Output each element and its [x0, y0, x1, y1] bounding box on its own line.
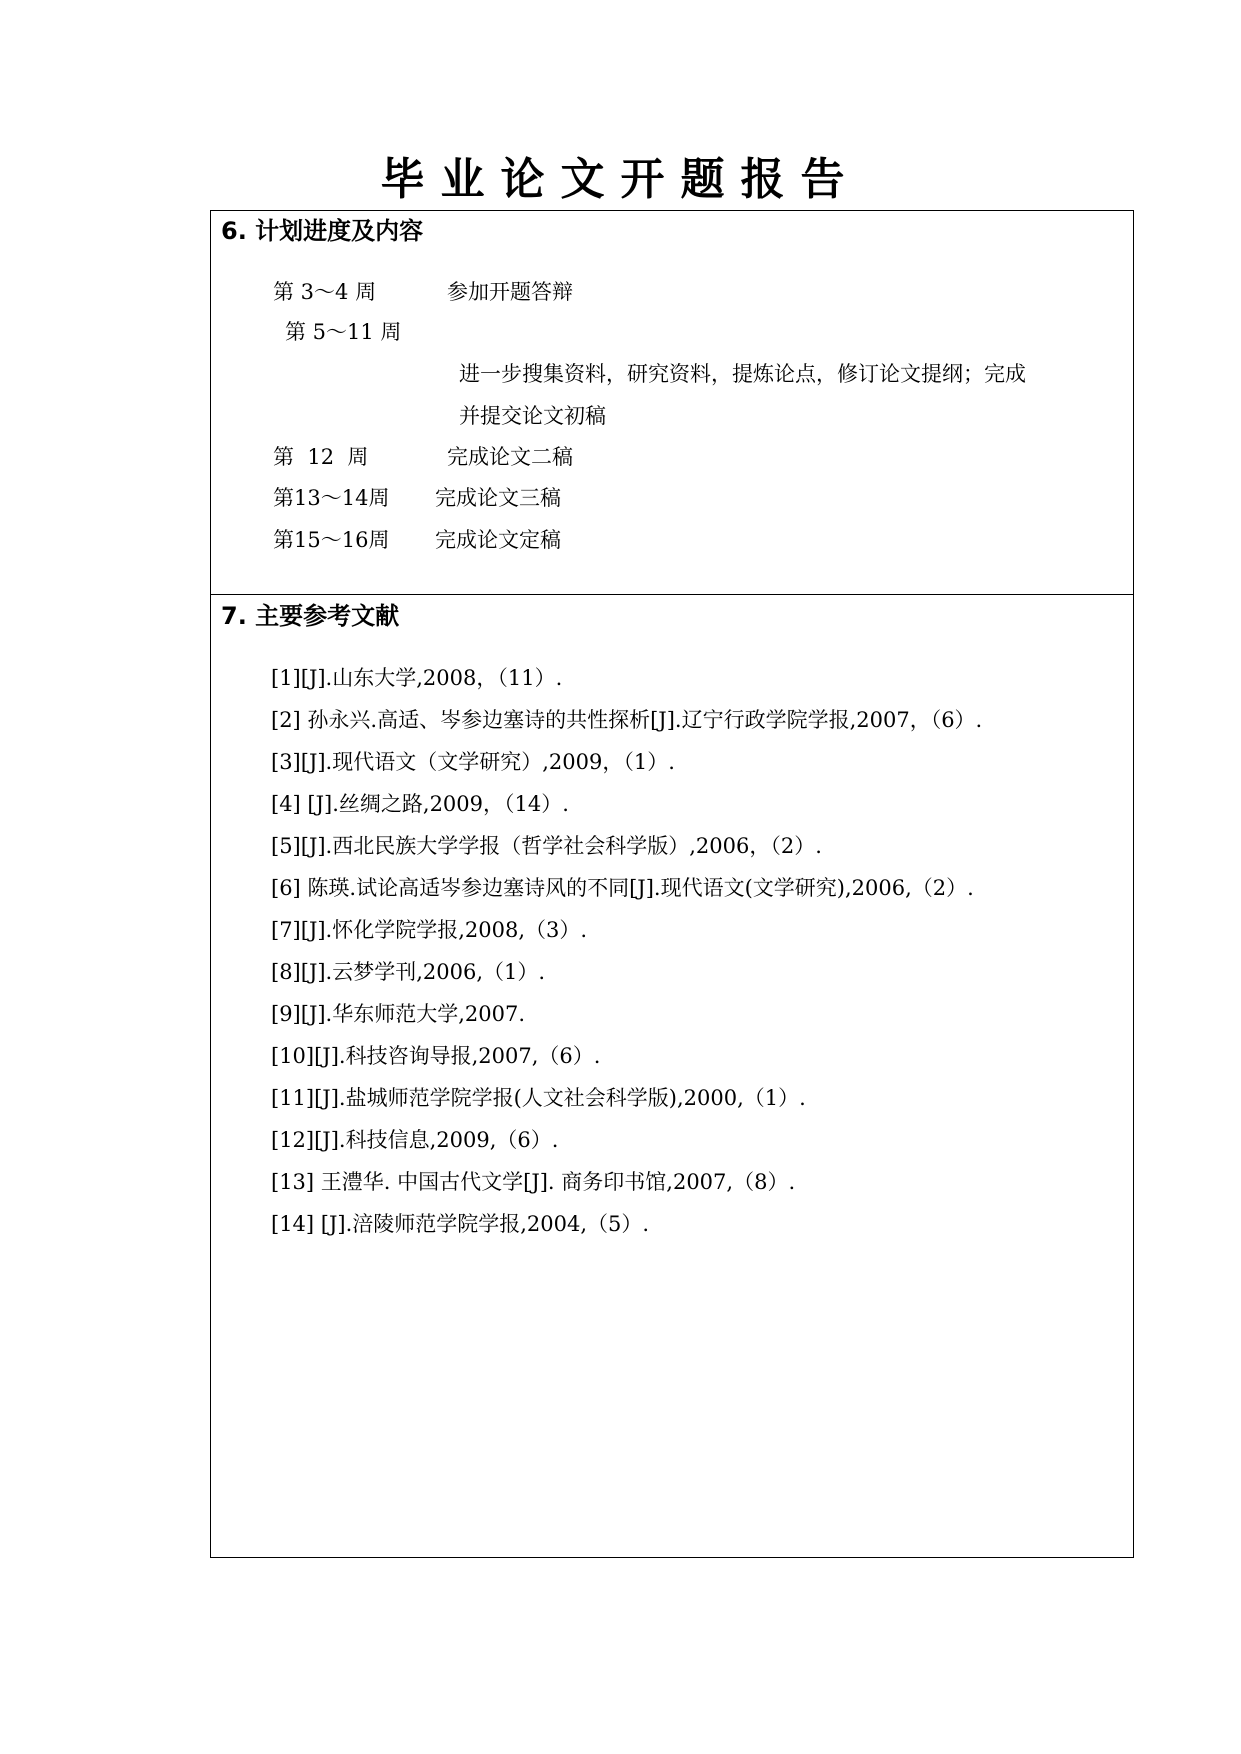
schedule-task: 完成论文定稿 — [435, 528, 561, 552]
schedule-week: 第13～14周 — [273, 486, 390, 510]
reference-item: [9][J].华东师范大学,2007. — [271, 1002, 526, 1026]
schedule-week: 第 5～11 周 — [285, 320, 402, 344]
schedule-task: 进一步搜集资料，研究资料，提炼论点，修订论文提纲；完成 — [459, 362, 1026, 386]
page-title: 毕业论文开题报告 — [380, 154, 861, 205]
section-divider — [211, 594, 1133, 595]
reference-item: [3][J].现代语文（文学研究）,2009，（1）. — [271, 750, 675, 774]
reference-item: [13] 王澧华. 中国古代文学[J]. 商务印书馆,2007,（8）. — [271, 1170, 796, 1194]
schedule-task: 完成论文二稿 — [447, 445, 573, 469]
schedule-task: 参加开题答辩 — [447, 280, 573, 304]
reference-item: [7][J].怀化学院学报,2008,（3）. — [271, 918, 588, 942]
reference-item: [11][J].盐城师范学院学报(人文社会科学版),2000,（1）. — [271, 1086, 806, 1110]
report-table — [210, 210, 1134, 1558]
schedule-task: 并提交论文初稿 — [459, 404, 606, 428]
reference-item: [8][J].云梦学刊,2006,（1）. — [271, 960, 546, 984]
schedule-week: 第 3～4 周 — [273, 280, 377, 304]
reference-item: [1][J].山东大学,2008，（11）. — [271, 666, 563, 690]
reference-item: [4] [J].丝绸之路,2009，（14）. — [271, 792, 569, 816]
reference-item: [5][J].西北民族大学学报（哲学社会科学版）,2006，（2）. — [271, 834, 822, 858]
reference-item: [6] 陈瑛.试论高适岑参边塞诗风的不同[J].现代语文(文学研究),2006,（2）. — [271, 876, 974, 900]
schedule-heading: 6. 计划进度及内容 — [221, 217, 424, 245]
reference-item: [2] 孙永兴.高适、岑参边塞诗的共性探析[J].辽宁行政学院学报,2007，（6）. — [271, 708, 983, 732]
reference-item: [14] [J].涪陵师范学院学报,2004,（5）. — [271, 1212, 650, 1236]
schedule-week: 第 12 周 — [273, 445, 369, 469]
reference-item: [12][J].科技信息,2009,（6）. — [271, 1128, 559, 1152]
reference-item: [10][J].科技咨询导报,2007,（6）. — [271, 1044, 601, 1068]
references-heading: 7. 主要参考文献 — [221, 602, 400, 630]
schedule-week: 第15～16周 — [273, 528, 390, 552]
schedule-task: 完成论文三稿 — [435, 486, 561, 510]
